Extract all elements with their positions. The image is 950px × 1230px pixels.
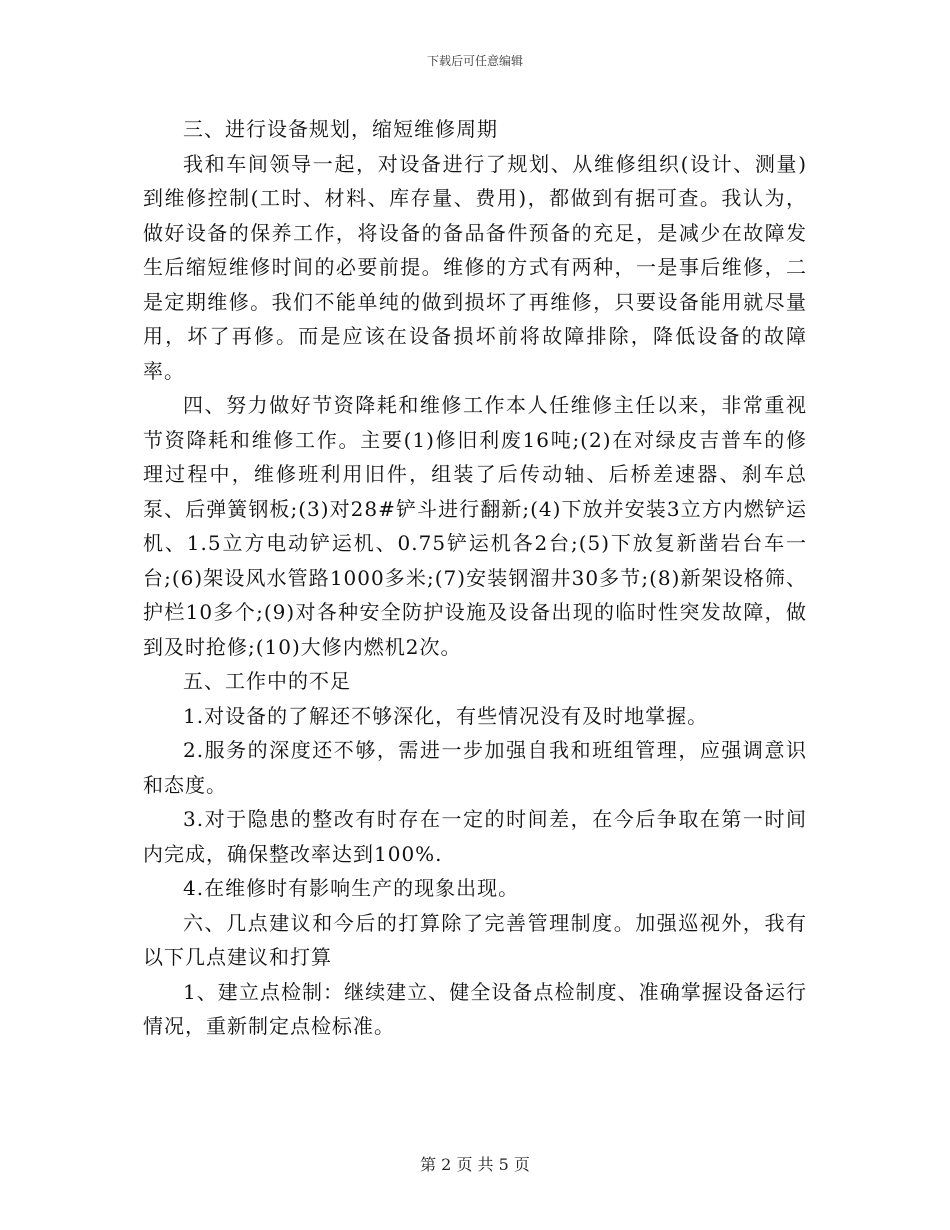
section-heading-6: 六、几点建议和今后的打算除了完善管理制度。加强巡视外，我有以下几点建议和打算 [143,910,807,969]
page-header: 下载后可任意编辑 [426,54,523,68]
paragraph-cost-saving: 四、努力做好节资降耗和维修工作本人任维修主任以来，非常重视节资降耗和维修工作。主要(1)修旧利废16吨;(2)在对绿皮吉普车的修理过程中，维修班利用旧件，组装了后传动轴、后桥差速器、刹车总泵、后弹簧钢板;(3)对28#铲斗进行翻新;(4)下放并安装3立方内燃铲运机、1.5立方电动铲运机、0.75铲运机各2台;(5)下放复新凿岩台车一台;(6)架设风水管路1000多米;(7)安装钢溜井30多节;(8)新架设格筛、护栏10多个;(9)对各种安全防护设施及设备出现的临时性突发故障，做到及时抢修;(10)大修内燃机2次。 [143,393,807,659]
document-body [143,112,807,1044]
list-item-shortcoming-4: 4.在维修时有影响生产的现象出现。 [183,876,520,900]
section-heading-3: 三、进行设备规划，缩短维修周期 [183,117,498,141]
list-item-shortcoming-1: 1.对设备的了解还不够深化，有些情况没有及时地掌握。 [183,703,709,728]
page-number-footer: 第 2 页 共 5 页 [420,1155,530,1174]
list-item-shortcoming-3: 3.对于隐患的整改有时存在一定的时间差，在今后争取在第一时间内完成，确保整改率达到100%. [143,807,807,866]
section-heading-5: 五、工作中的不足 [183,669,351,693]
list-item-suggestion-1: 1、建立点检制：继续建立、健全设备点检制度、准确掌握设备运行情况，重新制定点检标准。 [143,979,807,1038]
paragraph-equipment-planning: 我和车间领导一起，对设备进行了规划、从维修组织(设计、测量)到维修控制(工时、材料、库存量、费用)，都做到有据可查。我认为，做好设备的保养工作，将设备的备品备件预备的充足，是减少在故障发生后缩短维修时间的必要前提。维修的方式有两种，一是事后维修，二是定期维修。我们不能单纯的做到损坏了再维修，只要设备能用就尽量用，坏了再修。而是应该在设备损坏前将故障排除，降低设备的故障率。 [143,151,807,383]
list-item-shortcoming-2: 2.服务的深度还不够，需进一步加强自我和班组管理，应强调意识和态度。 [143,738,807,797]
